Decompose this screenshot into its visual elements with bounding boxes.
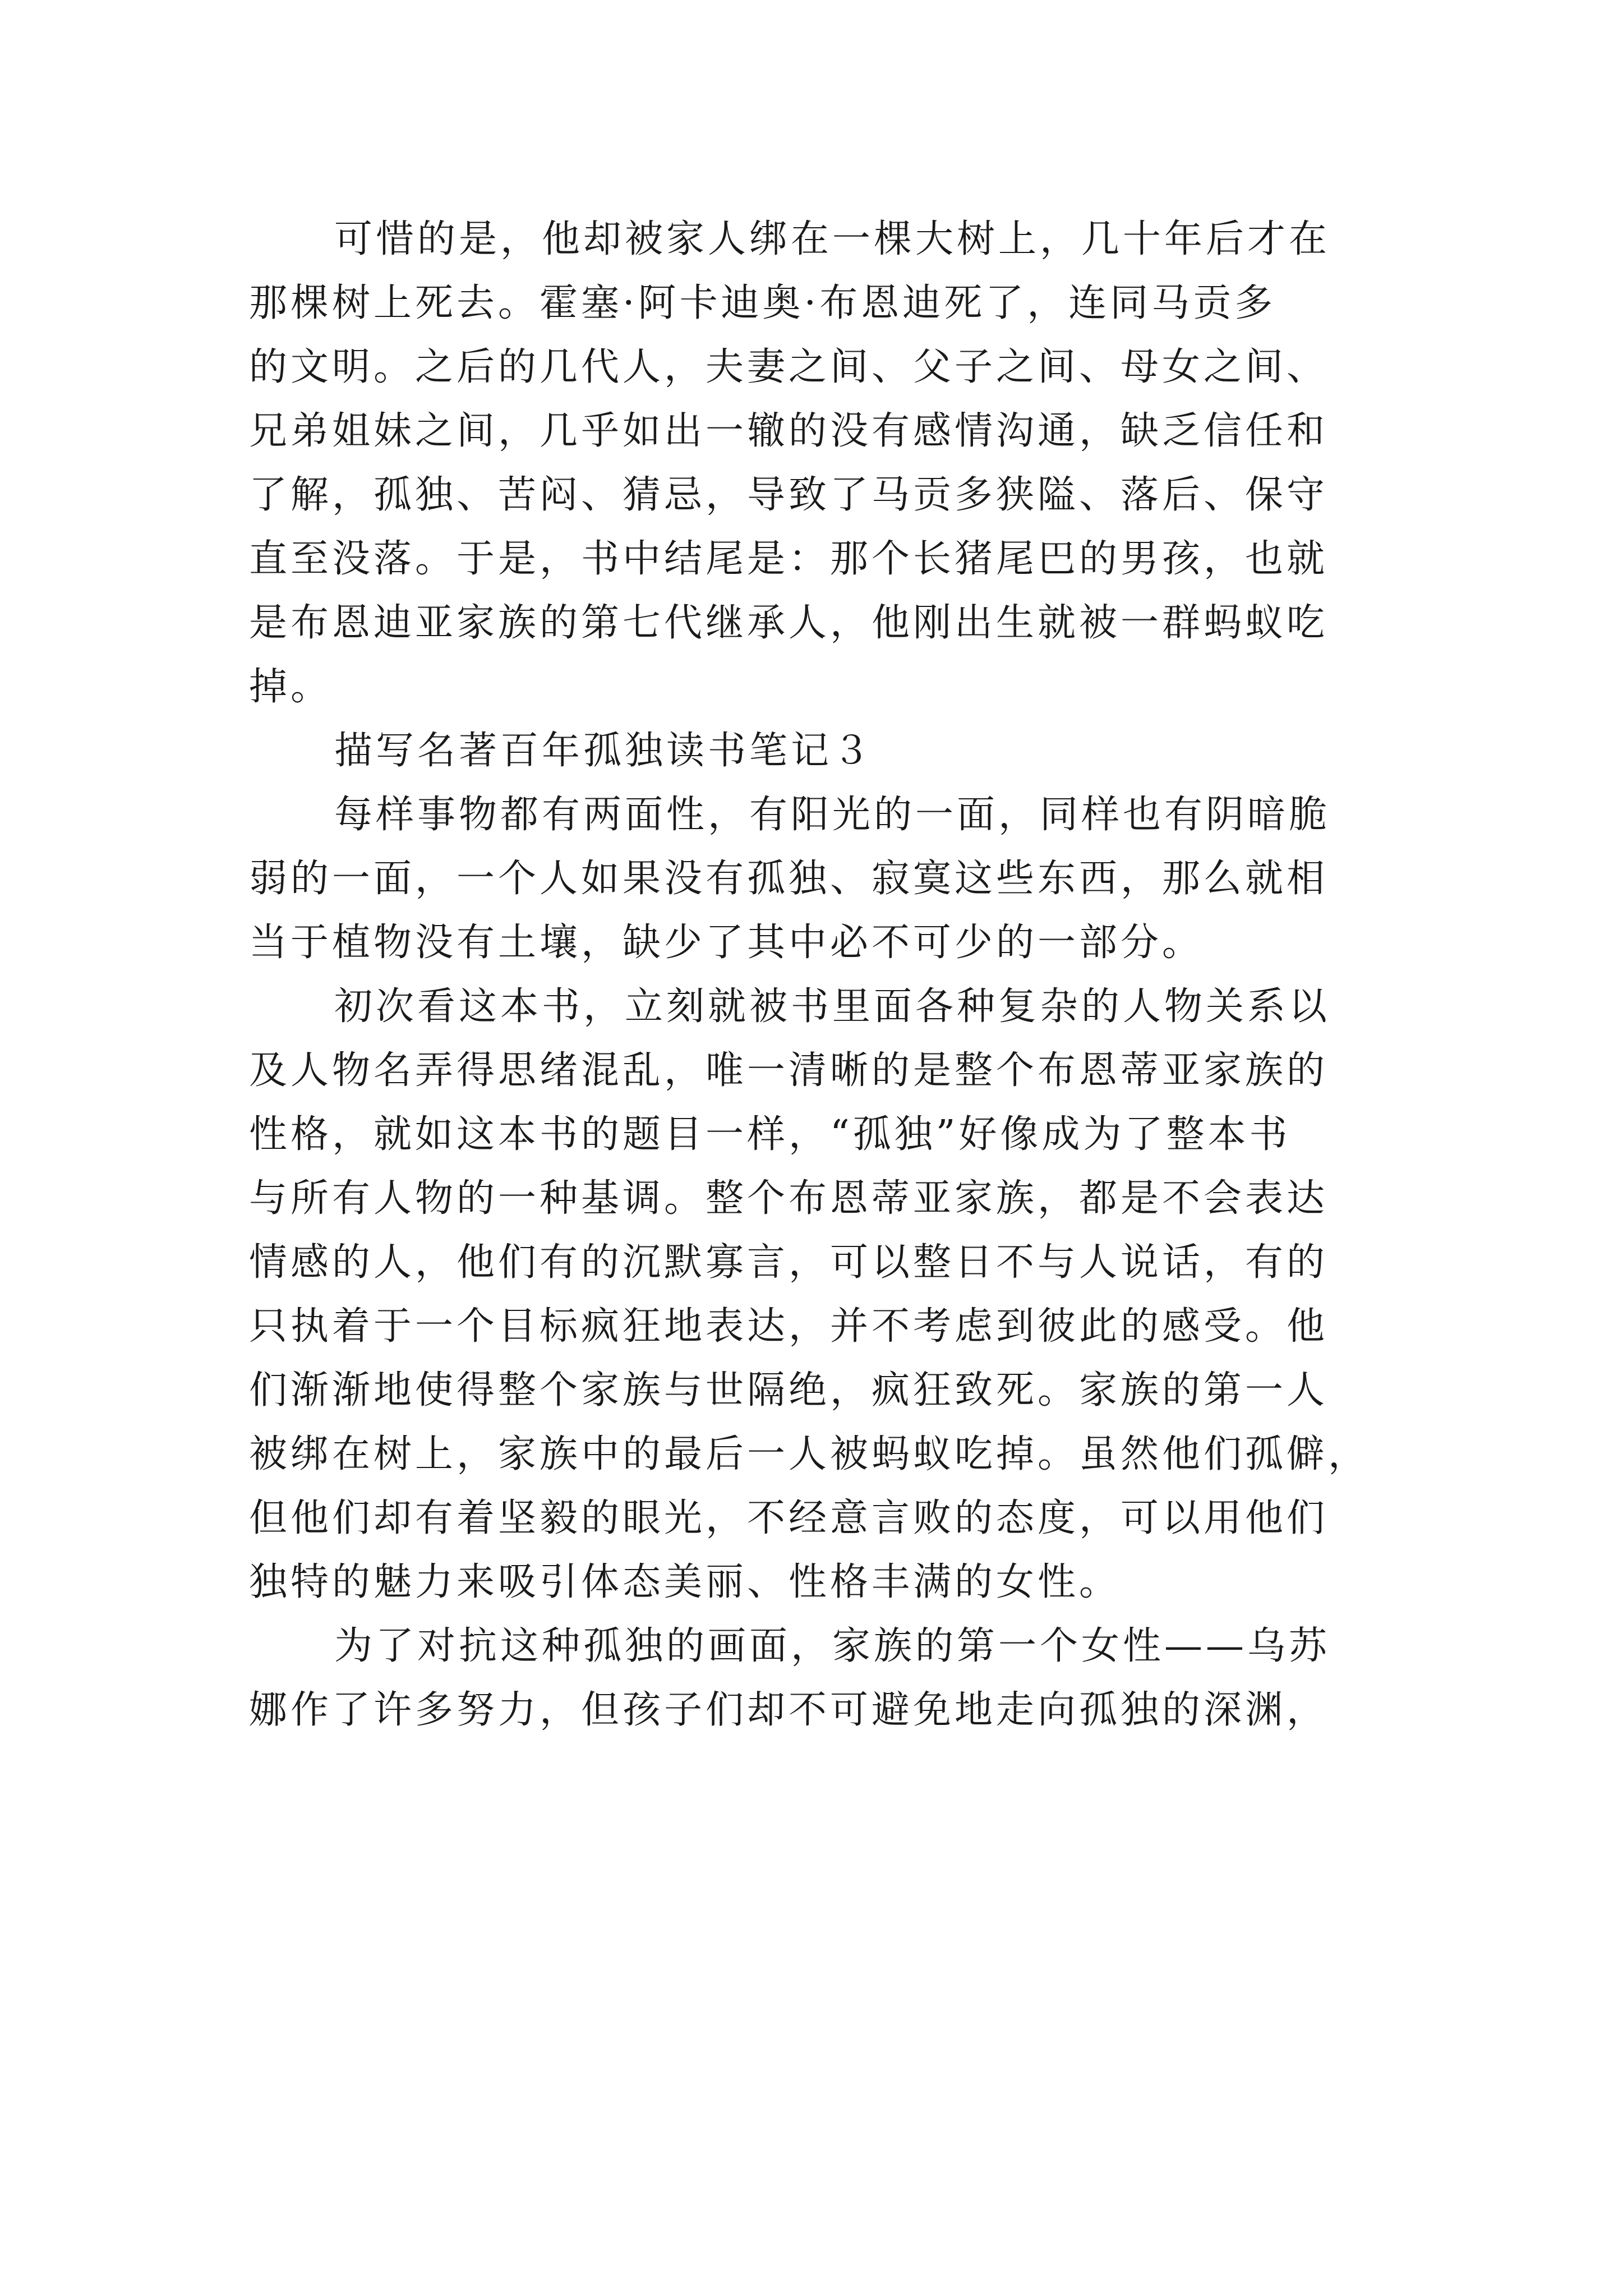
- text-line: 可惜的是，他却被家人绑在一棵大树上，几十年后才在: [334, 217, 1331, 261]
- text-line: 情感的人，他们有的沉默寡言，可以整日不与人说话，有的: [249, 1240, 1329, 1285]
- text-line: 只执着于一个目标疯狂地表达，并不考虑到彼此的感受。他: [249, 1304, 1329, 1349]
- text-line: 兄弟姐妹之间，几乎如出一辙的没有感情沟通，缺乏信任和: [249, 409, 1329, 453]
- text-line: 与所有人物的一种基调。整个布恩蒂亚家族，都是不会表达: [249, 1176, 1329, 1221]
- text-line: 及人物名弄得思绪混乱，唯一清晰的是整个布恩蒂亚家族的: [249, 1048, 1329, 1093]
- text-line: 但他们却有着坚毅的眼光，不经意言败的态度，可以用他们: [249, 1496, 1329, 1540]
- text-line: 掉。: [249, 665, 333, 709]
- text-line: 们渐渐地使得整个家族与世隔绝，疯狂致死。家族的第一人: [249, 1368, 1329, 1412]
- text-line: 独特的魅力来吸引体态美丽、性格丰满的女性。: [249, 1560, 1121, 1604]
- text-line: 描写名著百年孤独读书笔记３: [334, 729, 874, 773]
- text-line: 为了对抗这种孤独的画面，家族的第一个女性——乌苏: [334, 1624, 1331, 1668]
- text-line: 每样事物都有两面性，有阳光的一面，同样也有阴暗脆: [334, 793, 1331, 837]
- text-line: 娜作了许多努力，但孩子们却不可避免地走向孤独的深渊，: [249, 1688, 1329, 1732]
- document-body: [249, 208, 1393, 1742]
- text-line: 了解，孤独、苦闷、猜忌，导致了马贡多狭隘、落后、保守: [249, 473, 1329, 517]
- text-line: 当于植物没有土壤，缺少了其中必不可少的一部分。: [249, 921, 1204, 965]
- text-line: 弱的一面，一个人如果没有孤独、寂寞这些东西，那么就相: [249, 857, 1329, 901]
- text-line: 性格，就如这本书的题目一样，“孤独”好像成为了整本书: [249, 1112, 1291, 1157]
- text-line: 被绑在树上，家族中的最后一人被蚂蚁吃掉。虽然他们孤僻，: [249, 1432, 1370, 1476]
- text-line: 那棵树上死去。霍塞·阿卡迪奥·布恩迪死了，连同马贡多: [249, 281, 1276, 325]
- text-line: 是布恩迪亚家族的第七代继承人，他刚出生就被一群蚂蚁吃: [249, 601, 1329, 645]
- text-line: 直至没落。于是，书中结尾是：那个长猪尾巴的男孩，也就: [249, 537, 1329, 581]
- text-line: 的文明。之后的几代人，夫妻之间、父子之间、母女之间、: [249, 345, 1329, 389]
- text-line: 初次看这本书，立刻就被书里面各种复杂的人物关系以: [334, 984, 1331, 1029]
